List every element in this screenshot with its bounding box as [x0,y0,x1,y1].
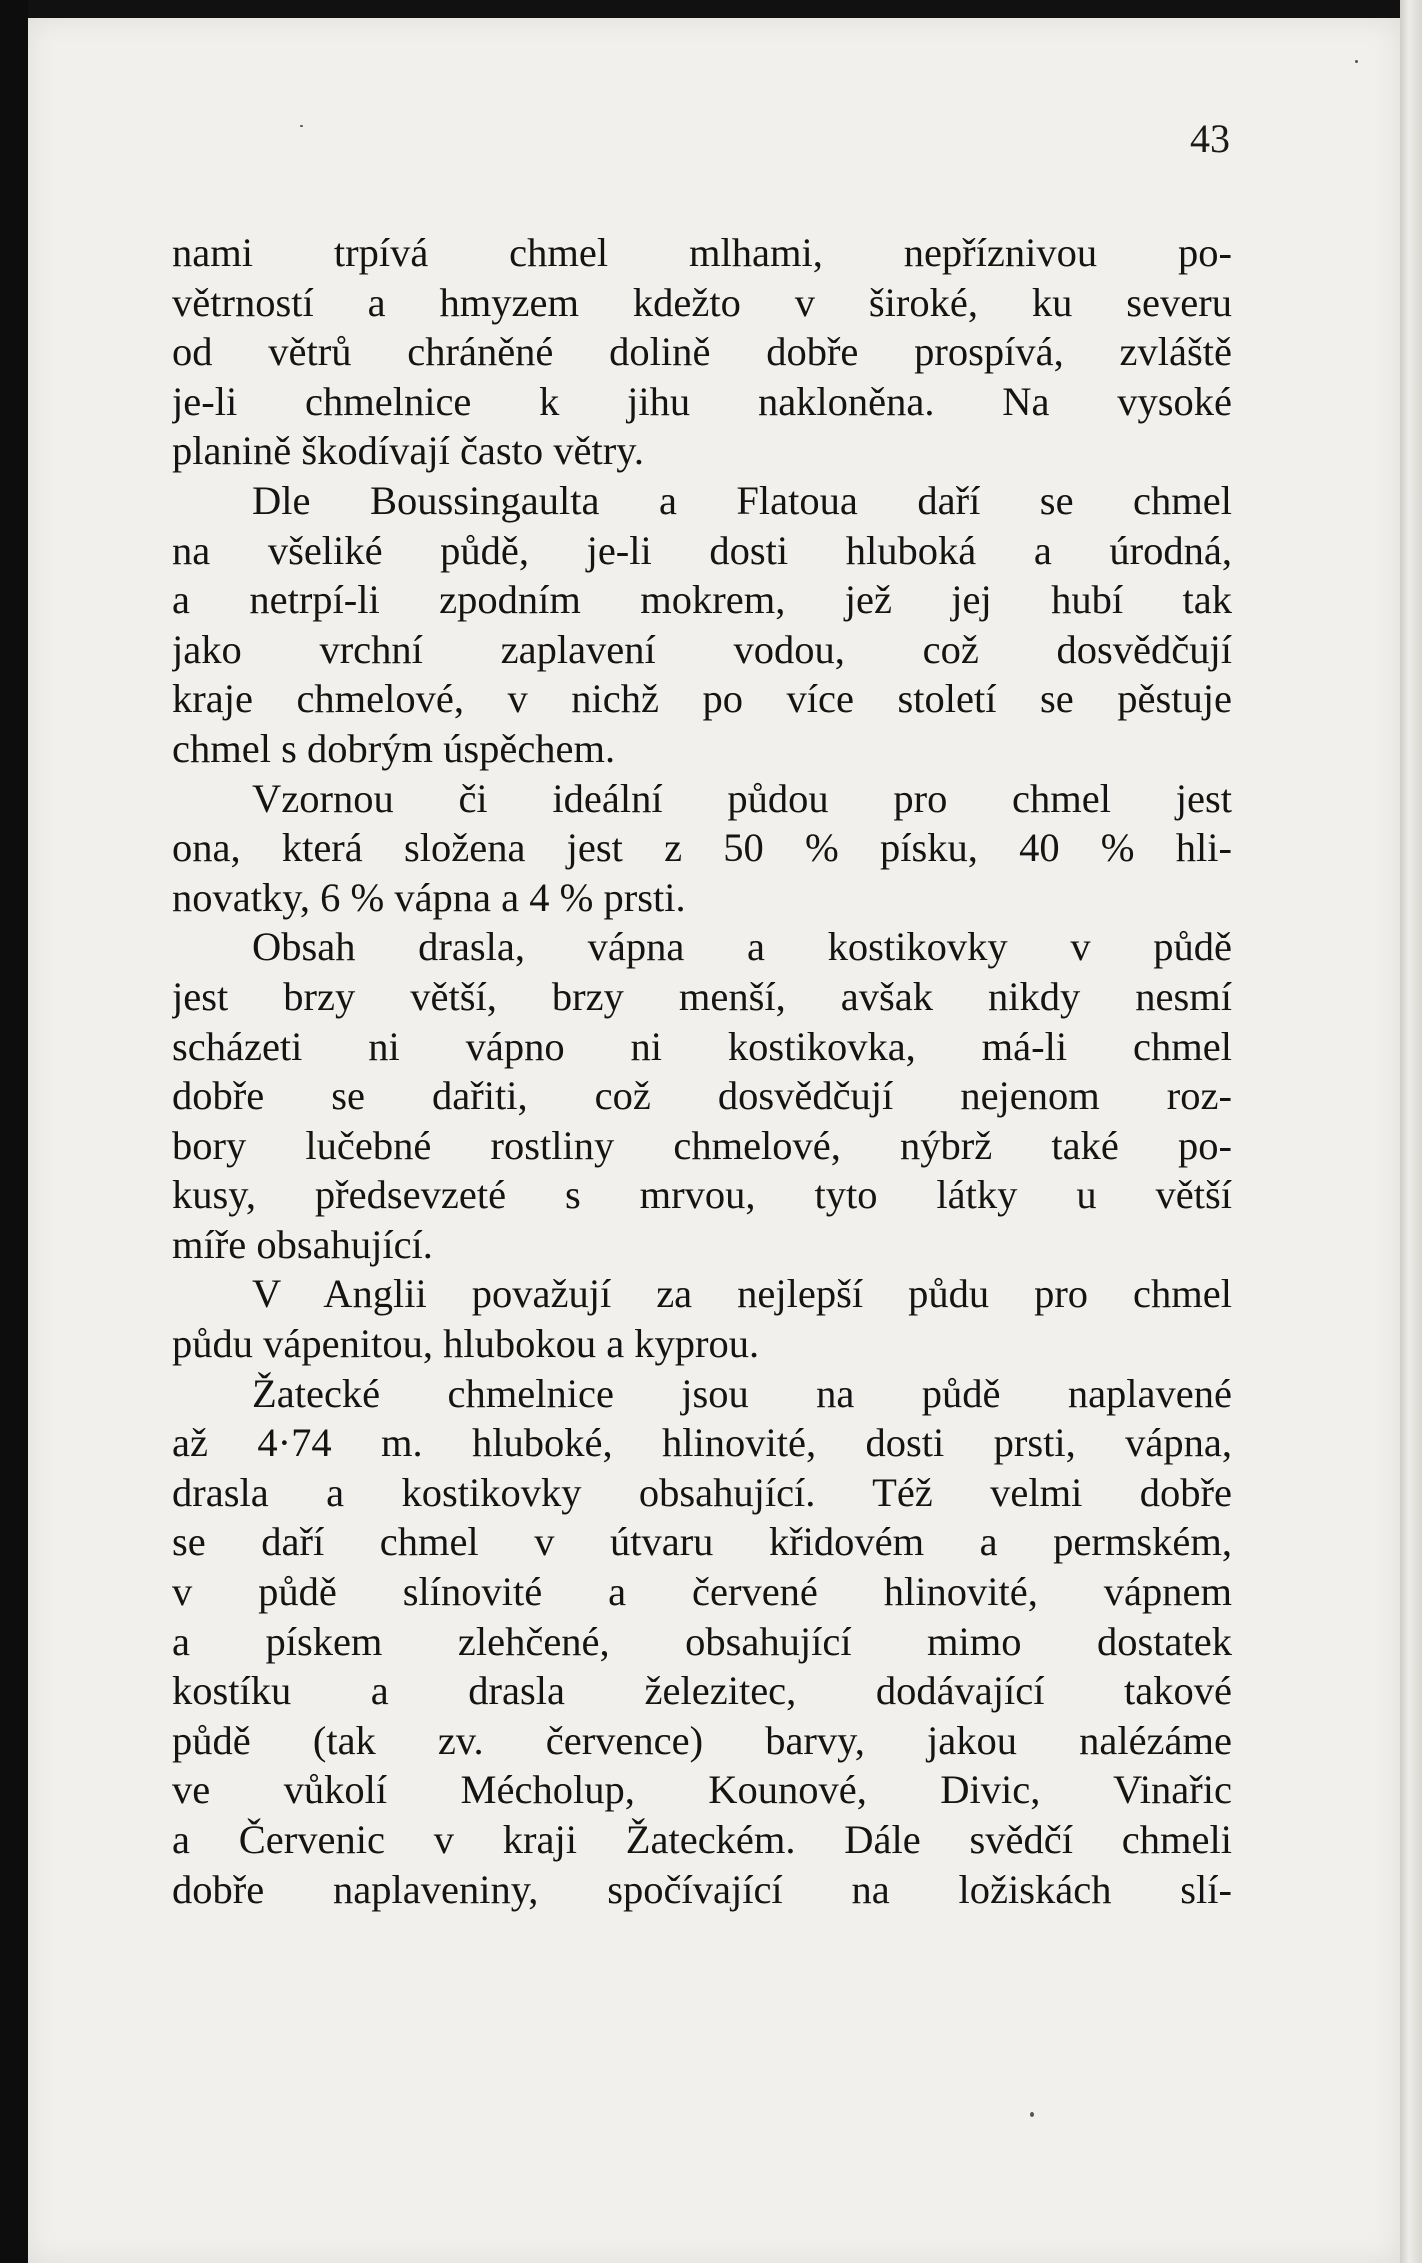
body-text [172,228,1232,1914]
text-line: V Anglii považují za nejlepší půdu pro chmel [252,1271,1232,1317]
text-line: dobře naplaveniny, spočívající na ložiskách slí- [172,1866,1232,1912]
scan-speck [1030,2112,1034,2117]
text-line: ve vůkolí Mécholup, Kounové, Divic, Vinařic [172,1767,1232,1813]
page-fore-edge [1400,0,1422,2263]
text-line: Dle Boussingaulta a Flatoua daří se chmel [252,477,1232,523]
text-line: nami trpívá chmel mlhami, nepříznivou po- [172,230,1232,275]
text-line: se daří chmel v útvaru křidovém a permském, [172,1519,1232,1565]
text-line: Obsah drasla, vápna a kostikovky v půdě [252,924,1232,970]
text-line: scházeti ni vápno ni kostikovka, má-li chmel [172,1023,1232,1069]
text-line: Žatecké chmelnice jsou na půdě naplavené [252,1370,1232,1416]
text-line: kusy, předsevzeté s mrvou, tyto látky u větší [172,1172,1232,1218]
text-line: Vzornou či ideální půdou pro chmel jest [252,775,1232,821]
text-line: půdě (tak zv. července) barvy, jakou nalézáme [172,1717,1232,1763]
text-line: je-li chmelnice k jihu nakloněna. Na vysoké [172,378,1232,424]
scan-speck [1355,60,1358,63]
page-number: 43 [1190,116,1230,161]
text-line: půdu vápenitou, hlubokou a kyprou. [172,1321,760,1367]
text-line: až 4·74 m. hluboké, hlinovité, dosti prsti, vápna, [172,1420,1232,1466]
text-line: kraje chmelové, v nichž po více století se pěstuje [172,676,1232,722]
text-line: ona, která složena jest z 50 % písku, 40 % hli- [172,825,1232,871]
text-line: od větrů chráněné dolině dobře prospívá, zvláště [172,329,1232,375]
text-line: na všeliké půdě, je-li dosti hluboká a úrodná, [172,527,1232,573]
text-line: novatky, 6 % vápna a 4 % prsti. [172,874,686,920]
text-line: kostíku a drasla železitec, dodávající takové [172,1668,1232,1714]
text-line: jest brzy větší, brzy menší, avšak nikdy nesmí [172,973,1232,1019]
text-line: a netrpí-li zpodním mokrem, jež jej hubí tak [172,577,1232,623]
scan-left-edge [0,0,28,2263]
text-line: větrností a hmyzem kdežto v široké, ku severu [172,279,1232,325]
text-line: dobře se dařiti, což dosvědčují nejenom roz- [172,1073,1232,1119]
text-line: jako vrchní zaplavení vodou, což dosvědčují [172,626,1232,672]
text-line: chmel s dobrým úspěchem. [172,725,616,771]
text-line: drasla a kostikovky obsahující. Též velmi dobře [172,1469,1232,1515]
text-line: míře obsahující. [172,1221,433,1267]
text-line: a pískem zlehčené, obsahující mimo dostatek [172,1618,1232,1664]
text-line: planině škodívají často větry. [172,428,644,474]
scan-speck [300,125,303,127]
text-line: bory lučebné rostliny chmelové, nýbrž také po- [172,1122,1232,1168]
text-line: v půdě slínovité a červené hlinovité, vápnem [172,1569,1232,1615]
text-line: a Červenic v kraji Žateckém. Dále svědčí chmeli [172,1817,1232,1862]
